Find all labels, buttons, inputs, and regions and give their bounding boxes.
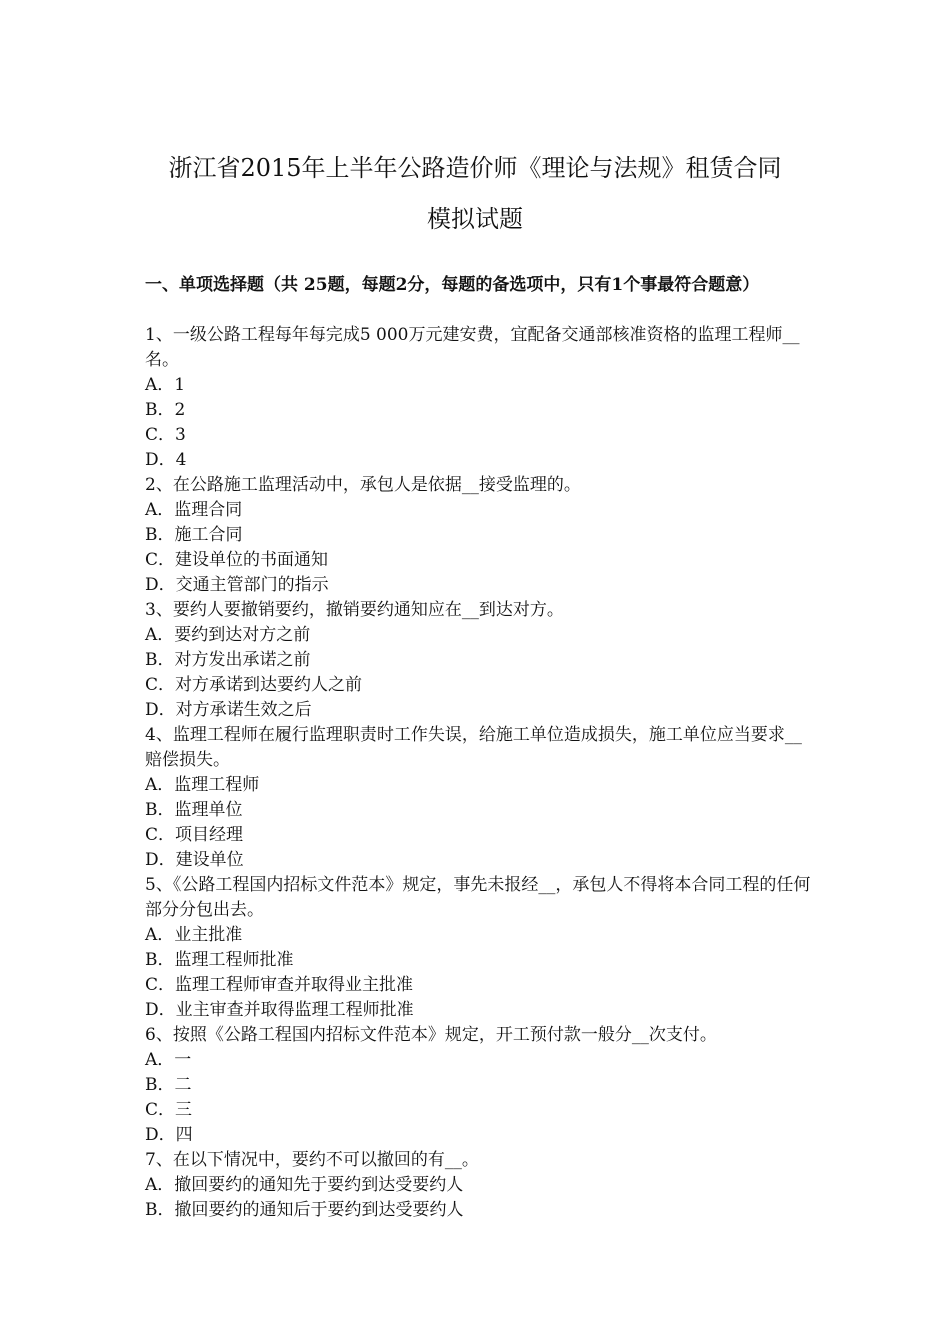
answer-option: A．1 [145, 375, 186, 395]
answer-option: A．一 [145, 1050, 192, 1070]
question-stem: 7、在以下情况中，要约不可以撤回的有__。 [145, 1150, 479, 1170]
answer-option: C．3 [145, 425, 186, 445]
question-stem: 3、要约人要撤销要约，撤销要约通知应在__到达对方。 [145, 600, 564, 620]
answer-option: D．业主审查并取得监理工程师批准 [145, 1000, 414, 1020]
answer-option: B．撤回要约的通知后于要约到达受要约人 [145, 1200, 464, 1220]
answer-option: C．对方承诺到达要约人之前 [145, 675, 363, 695]
section-heading: 一、单项选择题（共 25题，每题2分，每题的备选项中，只有1个事最符合题意） [145, 275, 760, 295]
question-stem: 6、按照《公路工程国内招标文件范本》规定，开工预付款一般分__次支付。 [145, 1025, 717, 1045]
question-3 [145, 598, 813, 723]
answer-option: D．交通主管部门的指示 [145, 575, 329, 595]
answer-option: D．4 [145, 450, 187, 470]
answer-option: A．监理合同 [145, 500, 243, 520]
question-stem: 1、一级公路工程每年每完成5 000万元建安费，宜配备交通部核准资格的监理工程师__名。 [145, 325, 800, 370]
document-title-continued: 模拟试题 [427, 205, 523, 233]
answer-option: B．施工合同 [145, 525, 243, 545]
question-2 [145, 473, 813, 598]
question-stem: 2、在公路施工监理活动中，承包人是依据__接受监理的。 [145, 475, 581, 495]
question-6 [145, 1023, 813, 1148]
answer-option: B．2 [145, 400, 186, 420]
answer-option: B．监理单位 [145, 800, 243, 820]
answer-option: D．建设单位 [145, 850, 244, 870]
answer-option: C．项目经理 [145, 825, 244, 845]
answer-option: A．监理工程师 [145, 775, 260, 795]
answer-option: D．对方承诺生效之后 [145, 700, 312, 720]
answer-option: C．三 [145, 1100, 193, 1120]
answer-option: B．监理工程师批准 [145, 950, 294, 970]
document-title: 浙江省2015年上半年公路造价师《理论与法规》租赁合同 [168, 154, 782, 182]
answer-option: A．撤回要约的通知先于要约到达受要约人 [145, 1175, 464, 1195]
answer-option: A．要约到达对方之前 [145, 625, 311, 645]
question-stem: 4、监理工程师在履行监理职责时工作失误，给施工单位造成损失，施工单位应当要求__赔偿损失。 [145, 725, 802, 770]
question-7 [145, 1148, 813, 1223]
answer-option: B．二 [145, 1075, 192, 1095]
question-stem: 5、《公路工程国内招标文件范本》规定，事先未报经__，承包人不得将本合同工程的任何部分分包出去。 [145, 875, 811, 920]
answer-option: B．对方发出承诺之前 [145, 650, 311, 670]
question-5 [145, 873, 813, 1023]
answer-option: C．建设单位的书面通知 [145, 550, 329, 570]
answer-option: A．业主批准 [145, 925, 243, 945]
question-list [145, 323, 813, 1223]
question-1 [145, 323, 813, 473]
question-4 [145, 723, 813, 873]
answer-option: D．四 [145, 1125, 193, 1145]
answer-option: C．监理工程师审查并取得业主批准 [145, 975, 414, 995]
